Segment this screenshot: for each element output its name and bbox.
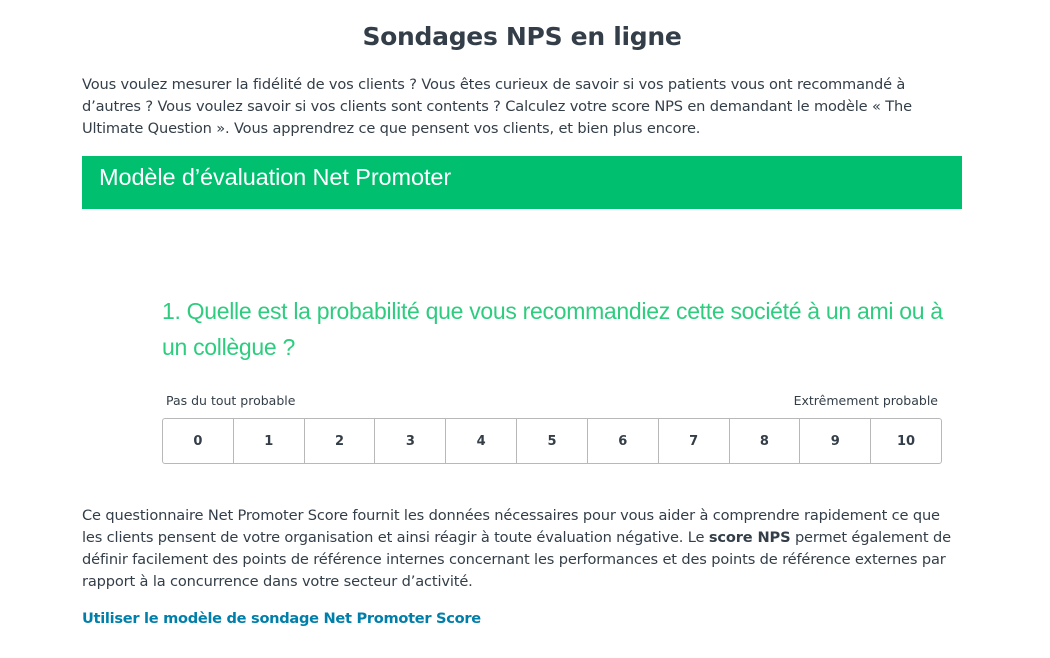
rating-option-4[interactable]: 4 bbox=[446, 419, 517, 463]
intro-paragraph: Vous voulez mesurer la fidélité de vos clients ? Vous êtes curieux de savoir si vos patients vous ont recommandé à d’autres ? Vous voulez savoir si vos clients sont contents ? Calculez votre score NPS en demandant le modèle « The Ultimate Question ». Vous apprendrez ce que pensent vos clients, et bien plus encore. bbox=[82, 76, 912, 137]
rating-option-2[interactable]: 2 bbox=[305, 419, 376, 463]
nps-rating-scale bbox=[162, 418, 942, 464]
description-bold-score-nps: score NPS bbox=[708, 529, 791, 546]
rating-option-1[interactable]: 1 bbox=[234, 419, 305, 463]
rating-option-9[interactable]: 9 bbox=[800, 419, 871, 463]
description-text-2: permet également de définir facilement des points de référence internes concernant les performances et des points de référence externes par rapport à la concurrence dans votre secteur d’activité. bbox=[82, 529, 951, 590]
survey-question: 1. Quelle est la probabilité que vous recommandiez cette société à un ami ou à un collègue ? bbox=[162, 298, 943, 360]
rating-option-6[interactable]: 6 bbox=[588, 419, 659, 463]
rating-option-5[interactable]: 5 bbox=[517, 419, 588, 463]
scale-labels bbox=[166, 393, 938, 408]
description-paragraph bbox=[82, 505, 962, 593]
rating-option-0[interactable]: 0 bbox=[163, 419, 234, 463]
rating-option-7[interactable]: 7 bbox=[659, 419, 730, 463]
description-text-1: Ce questionnaire Net Promoter Score fournit les données nécessaires pour vous aider à comprendre rapidement ce que les clients pensent de votre organisation et ainsi réagir à toute évaluation négative. Le bbox=[82, 507, 940, 546]
template-banner bbox=[82, 156, 962, 209]
banner-title: Modèle d’évaluation Net Promoter bbox=[99, 164, 452, 190]
use-nps-template-link[interactable]: Utiliser le modèle de sondage Net Promoter Score bbox=[82, 610, 481, 627]
rating-option-3[interactable]: 3 bbox=[375, 419, 446, 463]
rating-option-10[interactable]: 10 bbox=[896, 433, 916, 449]
rating-option-8[interactable]: 8 bbox=[730, 419, 801, 463]
scale-high-label: Extrêmement probable bbox=[793, 393, 938, 408]
page-title: Sondages NPS en ligne bbox=[362, 22, 682, 51]
scale-low-label: Pas du tout probable bbox=[166, 393, 296, 408]
